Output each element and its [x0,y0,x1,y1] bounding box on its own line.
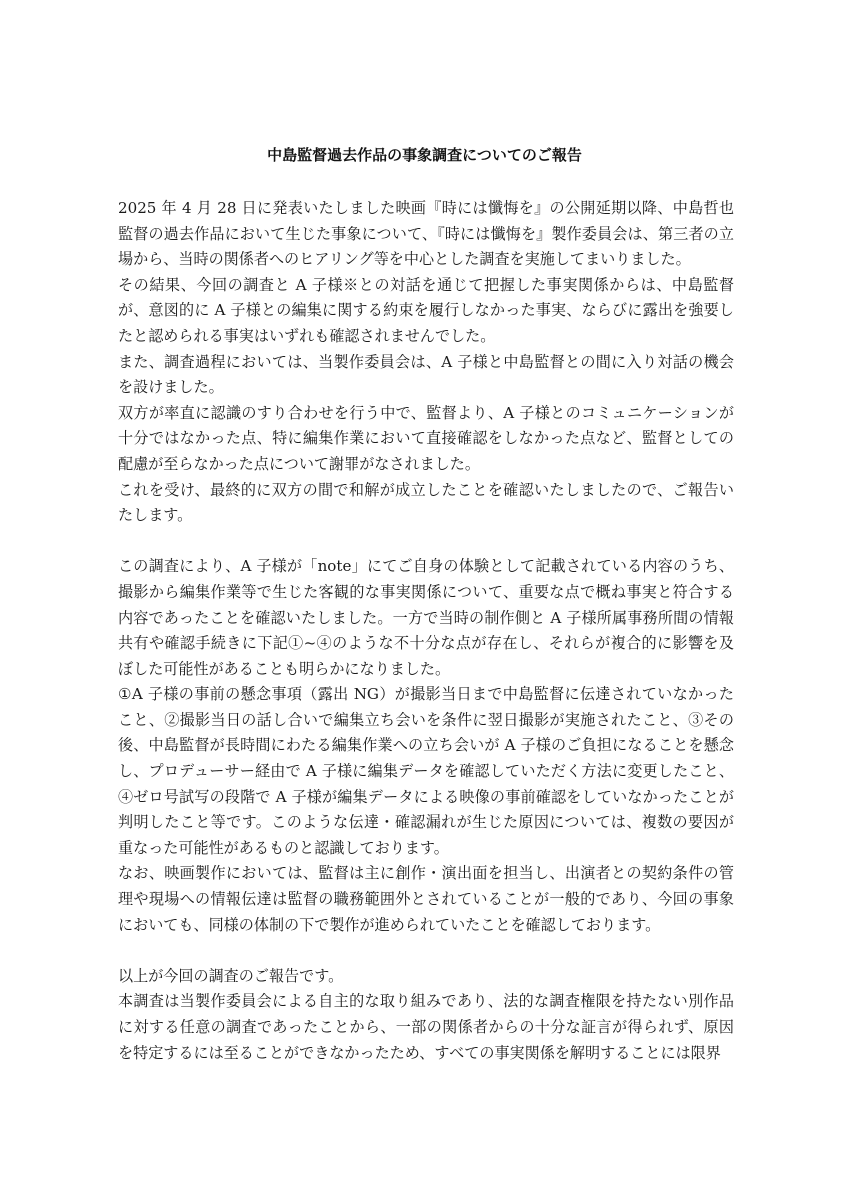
paragraph: ①A 子様の事前の懸念事項（露出 NG）が撮影当日まで中島監督に伝達されていなかったこと、②撮影当日の話し合いで編集立ち会いを条件に翌日撮影が実施されたこと、③その後、中島監督が長時間にわたる編集作業への立ち会いが A 子様のご負担になることを懸念し、プロデューサー経由で A 子様に編集データを確認していただく方法に変更したこと、④ゼロ号試写の段階で A 子様が編集データによる映像の事前確認をしていなかったことが判明したこと等です。このような伝達・確認漏れが生じた原因については、複数の要因が重なった可能性があるものと認識しております。 [118,685,734,857]
paragraph: この調査により、A 子様が「note」にてご自身の体験として記載されている内容のうち、撮影から編集作業等で生じた客観的な事実関係について、重要な点で概ね事実と符合する内容であったことを確認いたしました。一方で当時の制作側と A 子様所属事務所間の情報共有や確認手続きに下記①~④のような不十分な点が存在し、それらが複合的に影響を及ぼした可能性があることも明らかになりました。 [118,557,734,678]
paragraph: これを受け、最終的に双方の間で和解が成立したことを確認いたしましたので、ご報告いたします。 [118,480,734,525]
paragraph: また、調査過程においては、当製作委員会は、A 子様と中島監督との間に入り対話の機会を設けました。 [118,352,734,397]
paragraph: なお、映画製作においては、監督は主に創作・演出面を担当し、出演者との契約条件の管理や現場への情報伝達は監督の職務範囲外とされていることが一般的であり、今回の事象においても、同様の体制の下で製作が進められていたことを確認しております。 [118,864,734,934]
paragraph: 以上が今回の調査のご報告です。 [118,966,344,985]
paragraph: 2025 年 4 月 28 日に発表いたしました映画『時には懺悔を』の公開延期以降、中島哲也監督の過去作品において生じた事象について、『時には懺悔を』製作委員会は、第三者の立場から、当時の関係者へのヒアリング等を中心とした調査を実施してまいりました。 [118,199,734,269]
paragraph-gap [118,529,734,555]
paragraph: 双方が率直に認識のすり合わせを行う中で、監督より、A 子様とのコミュニケーションが十分ではなかった点、特に編集作業において直接確認をしなかった点など、監督としての配慮が至らなかった点について謝罪がなされました。 [118,403,734,473]
paragraph-gap [118,938,734,964]
paragraph: 本調査は当製作委員会による自主的な取り組みであり、法的な調査権限を持たない別作品に対する任意の調査であったことから、一部の関係者からの十分な証言が得られず、原因を特定するには至ることができなかったため、すべての事実関係を解明することには限界 [118,992,734,1062]
document-title: 中島監督過去作品の事象調査についてのご報告 [267,146,582,164]
document-body [118,196,734,1066]
paragraph: その結果、今回の調査と A 子様※との対話を通じて把握した事実関係からは、中島監督が、意図的に A 子様との編集に関する約束を履行しなかった事実、ならびに露出を強要したと認められる事実はいずれも確認されませんでした。 [118,275,734,345]
